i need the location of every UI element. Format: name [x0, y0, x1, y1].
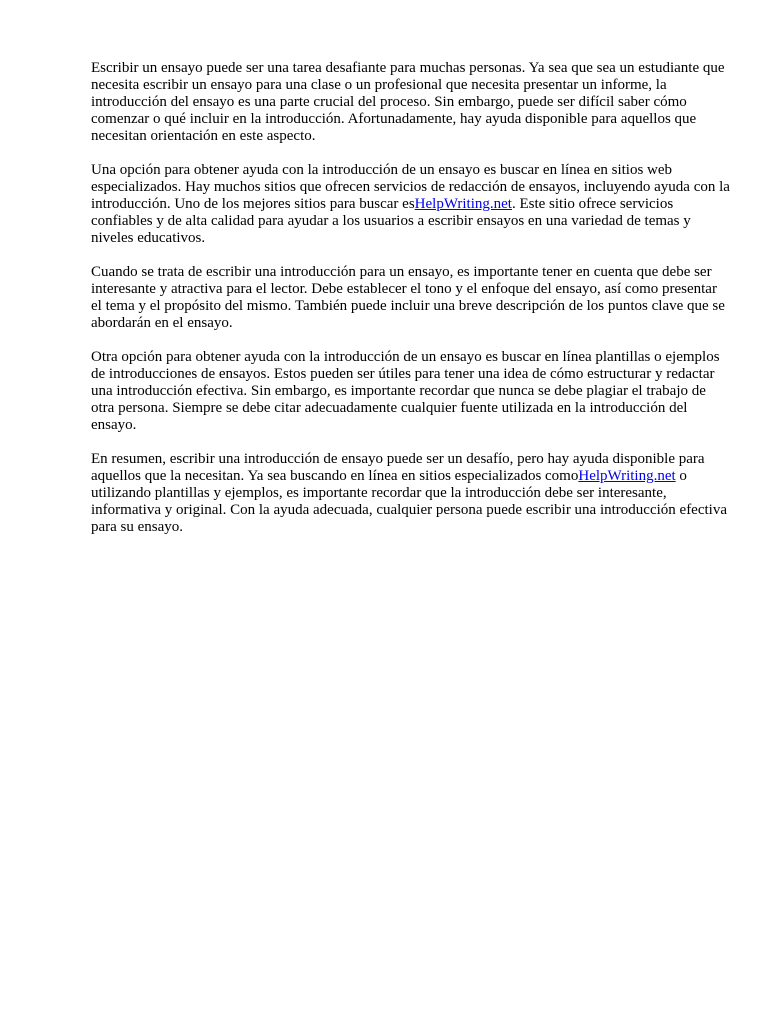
paragraph-online-help	[91, 162, 731, 247]
helpwriting-link[interactable]: HelpWriting.net	[414, 196, 512, 212]
helpwriting-link[interactable]: HelpWriting.net	[578, 468, 676, 484]
paragraph-templates: Otra opción para obtener ayuda con la introducción de un ensayo es buscar en línea plantillas o ejemplos de introducciones de ensayos. Estos pueden ser útiles para tener una idea de cómo estructurar y redactar una introducción efectiva. Sin embargo, es importante recordar que nunca se debe plagiar el trabajo de otra persona. Siempre se debe citar adecuadamente cualquier fuente utilizada en la introducción del ensayo.	[91, 349, 720, 433]
document-body	[91, 60, 731, 553]
paragraph-text: o utilizando plantillas y ejemplos, es importante recordar que la introducción debe ser interesante, informativa y original. Con la ayuda adecuada, cualquier persona puede escribir una introducción efectiva para su ensayo.	[91, 468, 727, 535]
paragraph-intro: Escribir un ensayo puede ser una tarea desafiante para muchas personas. Ya sea que sea un estudiante que necesita escribir un ensayo para una clase o un profesional que necesita presentar un informe, la introducción del ensayo es una parte crucial del proceso. Sin embargo, puede ser difícil saber cómo comenzar o qué incluir en la introducción. Afortunadamente, hay ayuda disponible para aquellos que necesitan orientación en este aspecto.	[91, 60, 725, 144]
paragraph-text: Una opción para obtener ayuda con la introducción de un ensayo es buscar en línea en sitios web especializados. Hay muchos sitios que ofrecen servicios de redacción de ensayos, incluyendo ayuda con la introducción. Uno de los mejores sitios para buscar es	[91, 162, 730, 212]
paragraph-text: . Este sitio ofrece servicios confiables y de alta calidad para ayudar a los usuarios a escribir ensayos en una variedad de temas y niveles educativos.	[91, 196, 691, 246]
paragraph-text: En resumen, escribir una introducción de ensayo puede ser un desafío, pero hay ayuda disponible para aquellos que la necesitan. Ya sea buscando en línea en sitios especializados como	[91, 451, 705, 484]
paragraph-introduction-tips: Cuando se trata de escribir una introducción para un ensayo, es importante tener en cuenta que debe ser interesante y atractiva para el lector. Debe establecer el tono y el enfoque del ensayo, así como presentar el tema y el propósito del mismo. También puede incluir una breve descripción de los puntos clave que se abordarán en el ensayo.	[91, 264, 725, 331]
paragraph-summary	[91, 451, 731, 536]
